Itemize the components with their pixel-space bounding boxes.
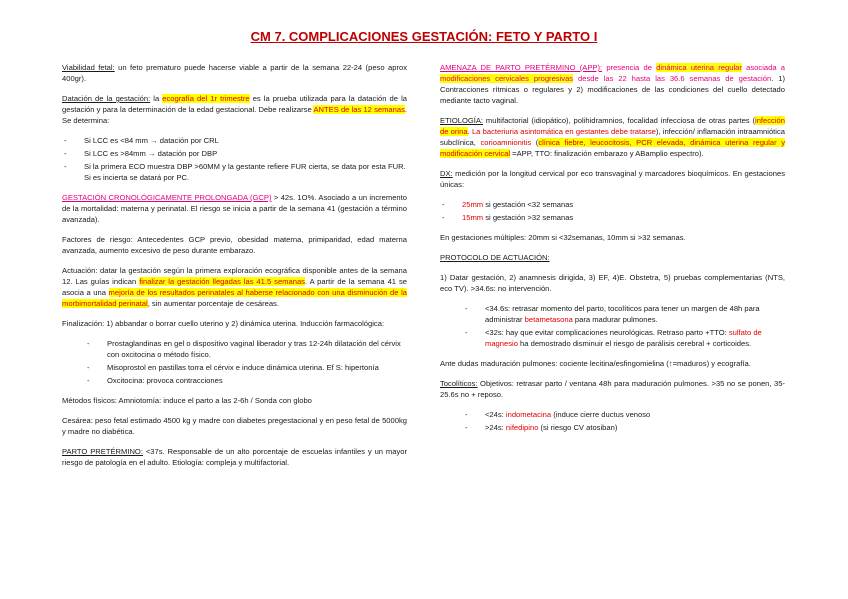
page-title: CM 7. COMPLICACIONES GESTACIÓN: FETO Y PARTO I xyxy=(250,29,598,44)
viability-text: un feto prematuro puede hacerse viable a partir de la semana 22-24 (peso aprox 400gr). xyxy=(62,63,408,83)
list-item: - Misoprostol en pastillas torra el cérvix e induce dinámica uterina. Ef S: hipertonía xyxy=(62,362,407,373)
tocolytic-text: <24s: xyxy=(485,410,506,419)
actuation-text-1: Actuación: datar la gestación según la primera exploración ecográfica disponible antes de la semana 12. Las guías indican xyxy=(62,266,407,286)
etiology-paragraph xyxy=(440,115,785,159)
actuation-highlight-2: mejoría de los resultados perinatales al haberse relacionado con una disminución de la morbimortalidad perinatal xyxy=(62,288,407,308)
etiology-red-2: corioamnionitis xyxy=(480,138,532,147)
physical-methods-paragraph: Métodos físicos: Amniotomía: induce el parto a las 2-6h / Sonda con globo xyxy=(62,396,312,405)
list-item xyxy=(440,199,785,210)
dating-text-1: la xyxy=(150,94,163,103)
list-item xyxy=(440,327,785,349)
protocol-text: <34.6s: retrasar momento del parto, tocolíticos para tener un margen de 48h para administrar xyxy=(485,304,760,324)
actuation-paragraph xyxy=(62,265,407,309)
preterm-label: PARTO PRETÉRMINO: xyxy=(62,447,143,456)
etiology-red-1: La bacteriuria asintomática en gestantes debe tratarse xyxy=(471,127,656,136)
preterm-text: <37s. Responsable de un alto porcentaje de escuelas infantiles y un mayor riesgo de patología en el adulto. Etiología: compleja y multifactorial. xyxy=(62,447,408,467)
etiology-label: ETIOLOGÍA: xyxy=(440,116,484,125)
dating-list xyxy=(62,135,407,183)
dx-list xyxy=(440,199,785,223)
gcp-paragraph xyxy=(62,192,407,225)
etiology-text-2: . xyxy=(467,127,472,136)
etiology-text-4: ( xyxy=(531,138,539,147)
tocolytics-label: Tocolíticos: xyxy=(440,379,478,388)
dx-paragraph xyxy=(440,168,785,190)
tocolytics-paragraph xyxy=(440,378,785,400)
dx-value: 25mm xyxy=(462,200,484,209)
etiology-text-5: =APP, TTO: finalización embarazo y ABamplio espectro). xyxy=(510,149,704,158)
viability-label: Viabilidad fetal: xyxy=(62,63,115,72)
right-column xyxy=(440,62,785,442)
tocolytic-drug: nifedipino xyxy=(505,423,539,432)
tocolytic-text: >24s: xyxy=(485,423,506,432)
dating-highlight-2: ANTES de las 12 semanas xyxy=(313,105,405,114)
dating-paragraph xyxy=(62,93,407,126)
protocol-text: <32s: hay que evitar complicaciones neurológicas. Retraso parto +TTO: xyxy=(485,328,729,337)
protocol-heading: PROTOCOLO DE ACTUACIÓN: xyxy=(440,253,550,262)
risk-factors-paragraph: Factores de riesgo: Antecedentes GCP previo, obesidad materna, primiparidad, edad materna avanzada, aumento excesivo de peso durante embarazo. xyxy=(62,235,407,255)
list-item: - Si LCC es >84mm → datación por DBP xyxy=(62,148,407,159)
etiology-text-1: multifactorial (idiopático), polihidramnios, focalidad infecciosa de otras partes ( xyxy=(483,116,756,125)
tocolytics-list xyxy=(440,409,785,433)
etiology-highlight-2: clínica fiebre, leucocitosis, PCR elevada, dinámica uterina regular y modificación cervical xyxy=(440,138,786,158)
etiology-text-3: ), infección/ inflamación intraamniótica subclínica, xyxy=(440,127,785,147)
app-highlight-1: dinámica uterina regular xyxy=(656,63,742,72)
finalization-list xyxy=(62,338,407,386)
app-text-1: presencia de xyxy=(602,63,657,72)
dx-label: DX: xyxy=(440,169,453,178)
protocol-text: para madurar pulmones. xyxy=(572,315,658,324)
app-highlight-2: modificaciones cervicales progresivas xyxy=(440,74,574,83)
list-item: - Prostaglandinas en gel o dispositivo vaginal liberador y tras 12-24h dilatación del cérvix con oxcitocina o método físico. xyxy=(62,338,407,360)
app-paragraph xyxy=(440,62,785,106)
finalization-paragraph: Finalización: 1) abbandar o borrar cuello uterino y 2) dinámica uterina. Inducción farmacológica: xyxy=(62,319,385,328)
dating-label: Datación de la gestación: xyxy=(62,94,151,103)
lung-maturity-paragraph: Ante dudas maduración pulmones: cociente lecitina/esfingomielina (↑=maduros) y ecografía. xyxy=(440,359,751,368)
tocolytic-text: (induce cierre ductus venoso xyxy=(551,410,651,419)
app-label: AMENAZA DE PARTO PRETÉRMINO (APP): xyxy=(440,63,603,72)
protocol-list xyxy=(440,303,785,349)
dx-condition: si gestación >32 semanas xyxy=(483,213,574,222)
preterm-paragraph xyxy=(62,446,407,468)
actuation-highlight-1: finalizar la gestación llegadas las 41.5 semanas xyxy=(139,277,305,286)
etiology-highlight-1: infección de orina xyxy=(440,116,785,136)
list-item: - Si LCC es <84 mm → datación por CRL xyxy=(62,135,407,146)
tocolytic-drug: indometacina xyxy=(505,410,552,419)
dx-text: medición por la longitud cervical por eco transvaginal y marcadores bioquímicos. En gestaciones únicas: xyxy=(440,169,785,189)
protocol-paragraph: 1) Datar gestación, 2) anamnesis dirigida, 3) EF, 4)E. Obstetra, 5) pruebas complementarias (NTS, eco TV). >34.6s: no intervención. xyxy=(440,273,785,293)
protocol-text: ha demostrado disminuir el riesgo de parálisis cerebral + corticoides. xyxy=(517,339,752,348)
dating-text-2: es la prueba utilizada para la datación de la gestación y para la determinación de la edad gestacional. Debe realizarse xyxy=(62,94,407,114)
app-text-4: . 1) Contracciones rítmicas o regulares y 2) modificaciones de las condiciones del cuello detectado mediante tacto vaginal. xyxy=(440,74,785,105)
viability-paragraph xyxy=(62,62,407,84)
gcp-label: GESTACIÓN CRONOLÓGICAMENTE PROLONGADA (GCP) xyxy=(62,193,272,202)
protocol-drug: betametasona xyxy=(524,315,573,324)
list-item xyxy=(440,409,785,420)
actuation-text-2: . A partir de la semana 41 se asocia a una xyxy=(62,277,407,297)
list-item: - Si la primera ECO muestra DBP >60MM y la gestante refiere FUR cierta, se data por esta FUR. Si es incierta se datará por PC. xyxy=(62,161,407,183)
dating-highlight-1: ecografía del 1r trimestre xyxy=(162,94,250,103)
list-item: - Oxcitocina: provoca contracciones xyxy=(62,375,407,386)
actuation-text-3: , sin aumentar porcentaje de cesáreas. xyxy=(147,299,279,308)
dx-condition: si gestación <32 semanas xyxy=(483,200,574,209)
left-column xyxy=(62,62,407,477)
tocolytics-text: Objetivos: retrasar parto / ventana 48h para maduración pulmones. >35 no se ponen, 35-25.6s no + reposo. xyxy=(440,379,785,399)
cesarean-paragraph: Cesárea: peso fetal estimado 4500 kg y madre con diabetes pregestacional y en peso fetal de 5000kg y madre no diabética. xyxy=(62,416,407,436)
app-text-2: asociada a xyxy=(741,63,786,72)
list-item xyxy=(440,422,785,433)
gcp-text: > 42s. 1O%. Asociado a un incremento de la mortalidad: materna y perinatal. El riesgo se inicia a partir de la semana 41 (gestación a término avanzada). xyxy=(62,193,407,224)
dating-text-3: . Se determina: xyxy=(62,105,408,125)
dx-value: 15mm xyxy=(462,213,484,222)
protocol-drug: sulfato de magnesio xyxy=(485,328,762,348)
app-text-3: desde las 22 hasta las 36.6 semanas de gestación xyxy=(573,74,772,83)
tocolytic-text: (si riesgo CV atosiban) xyxy=(538,423,618,432)
list-item xyxy=(440,212,785,223)
list-item xyxy=(440,303,785,325)
multiples-paragraph: En gestaciones múltiples: 20mm si <32semanas, 10mm si >32 semanas. xyxy=(440,233,686,242)
